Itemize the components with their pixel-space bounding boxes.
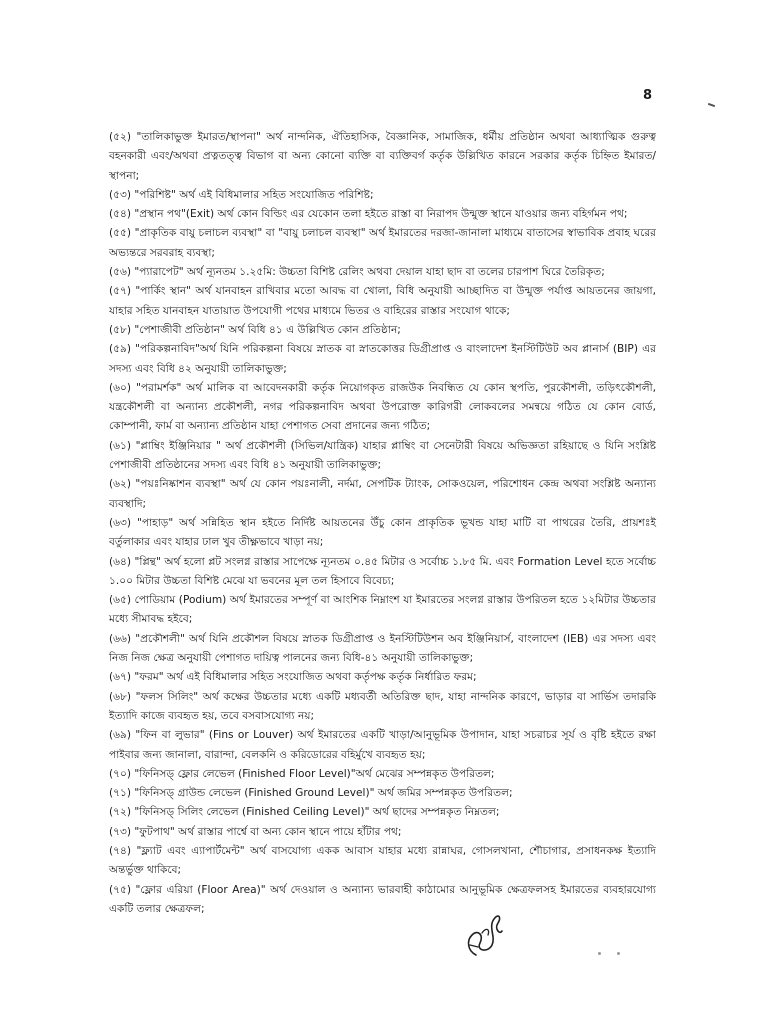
definition-72: (৭২) "ফিনিসড্ সিলিং লেভেল (Finished Ceiling Level)" অর্থ ছাদের সম্পন্নকৃত নিম্নতল; — [109, 806, 500, 819]
definition-68: (৬৮) "ফলস সিলিং" অর্থ কক্ষের উচ্চতার মধ্যে একটি মধ্যবর্তী অতিরিক্ত ছাদ, যাহা নান্দনিক কারণে, ভাড়ার বা সার্ভিস তদারকি ইত্যাদি কাজে ব্যবহৃত হয়, তবে বসবাসযোগ্য নয়; — [109, 690, 656, 722]
scan-speck — [617, 952, 620, 955]
definition-71: (৭১) "ফিনিসড্ গ্রাউন্ড লেভেল (Finished Ground Level)" অর্থ জমির সম্পন্নকৃত উপরিতল; — [109, 787, 513, 800]
definition-74: (৭৪) "ফ্ল্যাট এবং এ্যাপার্টমেন্ট" অর্থ বাসযোগ্য একক আবাস যাহার মধ্যে রান্নাঘর, গোসলখানা, শৌচাগার, প্রসাধনকক্ষ ইত্যাদি অন্তর্ভুক্ত থাকিবে; — [109, 844, 656, 877]
definitions-list — [109, 128, 656, 919]
definition-75: (৭৫) "ফ্লোর এরিয়া (Floor Area)" অর্থ দেওয়াল ও অন্যান্য ভারবাহী কাঠামোর আনুভূমিক ক্ষেত্রফলসহ ইমারতের ব্যবহারযোগ্য একটি তলার ক্ষেত্রফল; — [109, 883, 656, 915]
definition-73: (৭৩) "ফুটপাথ" অর্থ রাস্তার পার্শ্বে বা অন্য কোন স্থানে পায়ে হাঁটার পথ; — [109, 825, 402, 838]
definition-69: (৬৯) "ফিন বা লুভার" (Fins or Louver) অর্থ ইমারতের একটি খাড়া/আনুভূমিক উপাদান, যাহা সচরাচর সূর্য ও বৃষ্টি হইতে রক্ষা পাইবার জন্য জানালা, বারান্দা, বেলকনি ও করিডোরের বহির্মুখে ব্যবহৃত হয়; — [109, 729, 656, 761]
scan-mark — [708, 103, 715, 107]
definition-56: (৫৬) "প্যারাপেট" অর্থ ন্যূনতম ১.২৫মি: উচ্চতা বিশিষ্ট রেলিং অথবা দেয়াল যাহা ছাদ বা তলের চারপাশ ঘিরে তৈরিকৃত; — [109, 266, 605, 279]
definition-64: (৬৪) "প্লিন্থ" অর্থ হলো প্লট সংলগ্ন রাস্তার সাপেক্ষে ন্যূনতম ০.৪৫ মিটার ও সর্বোচ্চ ১.৮৫ মি. এবং Formation Level হতে সর্বোচ্চ ১.০০ মিটার উচ্চতা বিশিষ্ট মেঝে যা ভবনের মূল তল হিসাবে বিবেচ্য; — [109, 555, 656, 587]
scan-speck — [598, 952, 601, 955]
signature-mark — [462, 905, 506, 961]
definition-53: (৫৩) "পরিশিষ্ট" অর্থ এই বিধিমালার সহিত সংযোজিত পরিশিষ্ট; — [109, 188, 374, 201]
definition-63: (৬৩) "পাহাড়" অর্থ সন্নিহিত স্থান হইতে নির্দিষ্ট আয়তনের উঁচু কোন প্রাকৃতিক ভূখন্ড যাহা মাটি বা পাথরের তৈরি, প্রায়শঃই বর্তুলাকার এবং যাহার ঢাল খুব তীক্ষ্ণভাবে খাড়া নয়; — [109, 516, 656, 549]
definition-57: (৫৭) "পার্কিং স্থান" অর্থ যানবাহন রাখিবার মতো আবদ্ধ বা খোলা, বিধি অনুযায়ী আচ্ছাদিত বা উন্মুক্ত পর্যাপ্ত আয়তনের জায়গা, যাহার সহিত যানবাহন যাতায়াত উপযোগী পথের মাধ্যমে ভিতর ও বাহিরের রাস্তার সংযোগ থাকে; — [109, 285, 656, 317]
definition-62: (৬২) "পয়ঃনিষ্কাশন ব্যবস্থা" অর্থ যে কোন পয়ঃনালী, নর্দমা, সেপটিক ট্যাংক, সোকওয়েল, পরিশোধন কেন্দ্র অথবা সংশ্লিষ্ট অন্যান্য ব্যবস্থাদি; — [109, 478, 656, 510]
definition-52: (৫২) "তালিকাভুক্ত ইমারত/স্থাপনা" অর্থ নান্দনিক, ঐতিহাসিক, বৈজ্ঞানিক, সামাজিক, ধর্মীয় প্রতিষ্ঠান অথবা আধ্যাত্মিক গুরুত্ব বহনকারী এবং/অথবা প্রত্নতত্ত্ব বিভাগ বা অন্য কোনো ব্যক্তি বা ব্যক্তিবর্গ কর্তৃক উল্লিখিত কারনে সরকার কর্তৃক চিহ্নিত ইমারত/স্থাপনা; — [109, 131, 656, 182]
definition-55: (৫৫) "প্রাকৃতিক বায়ু চলাচল ব্যবস্থা" বা "বায়ু চলাচল ব্যবস্থা" অর্থ ইমারতের দরজা-জানালা মাধ্যমে বাতাসের স্বাভাবিক প্রবাহ ঘরের অভ্যন্তরে সরবরাহ ব্যবস্থা; — [109, 227, 656, 259]
page-number: 8 — [643, 88, 653, 103]
definition-66: (৬৬) "প্রকৌশলী" অর্থ যিনি প্রকৌশল বিষয়ে স্নাতক ডিগ্রীপ্রাপ্ত ও ইনস্টিটিউশন অব ইঞ্জিনিয়ার্স, বাংলাদেশ (IEB) এর সদস্য এবং নিজ নিজ ক্ষেত্র অনুযায়ী পেশাগত দায়িত্ব পালনের জন্য বিধি-৪১ অনুযায়ী তালিকাভুক্ত; — [109, 632, 656, 665]
definition-70: (৭০) "ফিনিসড্ ফ্লোর লেভেল (Finished Floor Level)"অর্থ মেঝের সম্পন্নকৃত উপরিতল; — [109, 767, 495, 780]
definition-67: (৬৭) "ফরম" অর্থ এই বিধিমালার সহিত সংযোজিত অথবা কর্তৃপক্ষ কর্তৃক নির্ধারিত ফরম; — [109, 671, 477, 684]
definition-60: (৬০) "পরামর্শক" অর্থ মালিক বা আবেদনকারী কর্তৃক নিয়োগকৃত রাজউক নিবন্ধিত যে কোন স্থপতি, পুরকৌশলী, তড়িৎকৌশলী, যন্ত্রকৌশলী বা অন্যান্য প্রকৌশলী, নগর পরিকল্পনাবিদ অথবা উপরোক্ত কারিগরী লোকবলের সমন্বয়ে গঠিত যে কোন বোর্ড, কোম্পানী, ফার্ম বা অন্যান্য প্রতিষ্ঠান যাহা পেশাগত সেবা প্রদানের জন্য গঠিত; — [109, 381, 656, 433]
definition-61: (৬১) "প্লাম্বিং ইঞ্জিনিয়ার " অর্থ প্রকৌশলী (সিভিল/যান্ত্রিক) যাহার প্লাম্বিং বা সেনেটারী বিষয়ে অভিজ্ঞতা রহিয়াছে ও যিনি সংশ্লিষ্ট পেশাজীবী প্রতিষ্ঠানের সদস্য এবং বিধি ৪১ অনুযায়ী তালিকাভুক্ত; — [109, 439, 656, 472]
definition-65: (৬৫) পোডিয়াম (Podium) অর্থ ইমারতের সম্পূর্ণ বা আংশিক নিম্নাংশ যা ইমারতের সংলগ্ন রাস্তার উপরিতল হতে ১২মিটার উচ্চতার মধ্যে সীমাবদ্ধ হইবে; — [109, 594, 656, 626]
definition-58: (৫৮) "পেশাজীবী প্রতিষ্ঠান" অর্থ বিধি ৪১ এ উল্লিখিত কোন প্রতিষ্ঠান; — [109, 323, 401, 336]
definition-59: (৫৯) "পরিকল্পনাবিদ"অর্থ যিনি পরিকল্পনা বিষয়ে স্নাতক বা স্নাতকোত্তর ডিগ্রীপ্রাপ্ত ও বাংলাদেশ ইনস্টিটিউট অব প্লানার্স (BIP) এর সদস্য এবং বিধি ৪২ অনুযায়ী তালিকাভুক্ত; — [109, 343, 656, 375]
definition-54: (৫৪) "প্রস্থান পথ"(Exit) অর্থ কোন বিল্ডিং এর যেকোন তলা হইতে রাস্তা বা নিরাপদ উন্মুক্ত স্থানে যাওয়ার জন্য বহির্গমন পথ; — [109, 208, 628, 221]
